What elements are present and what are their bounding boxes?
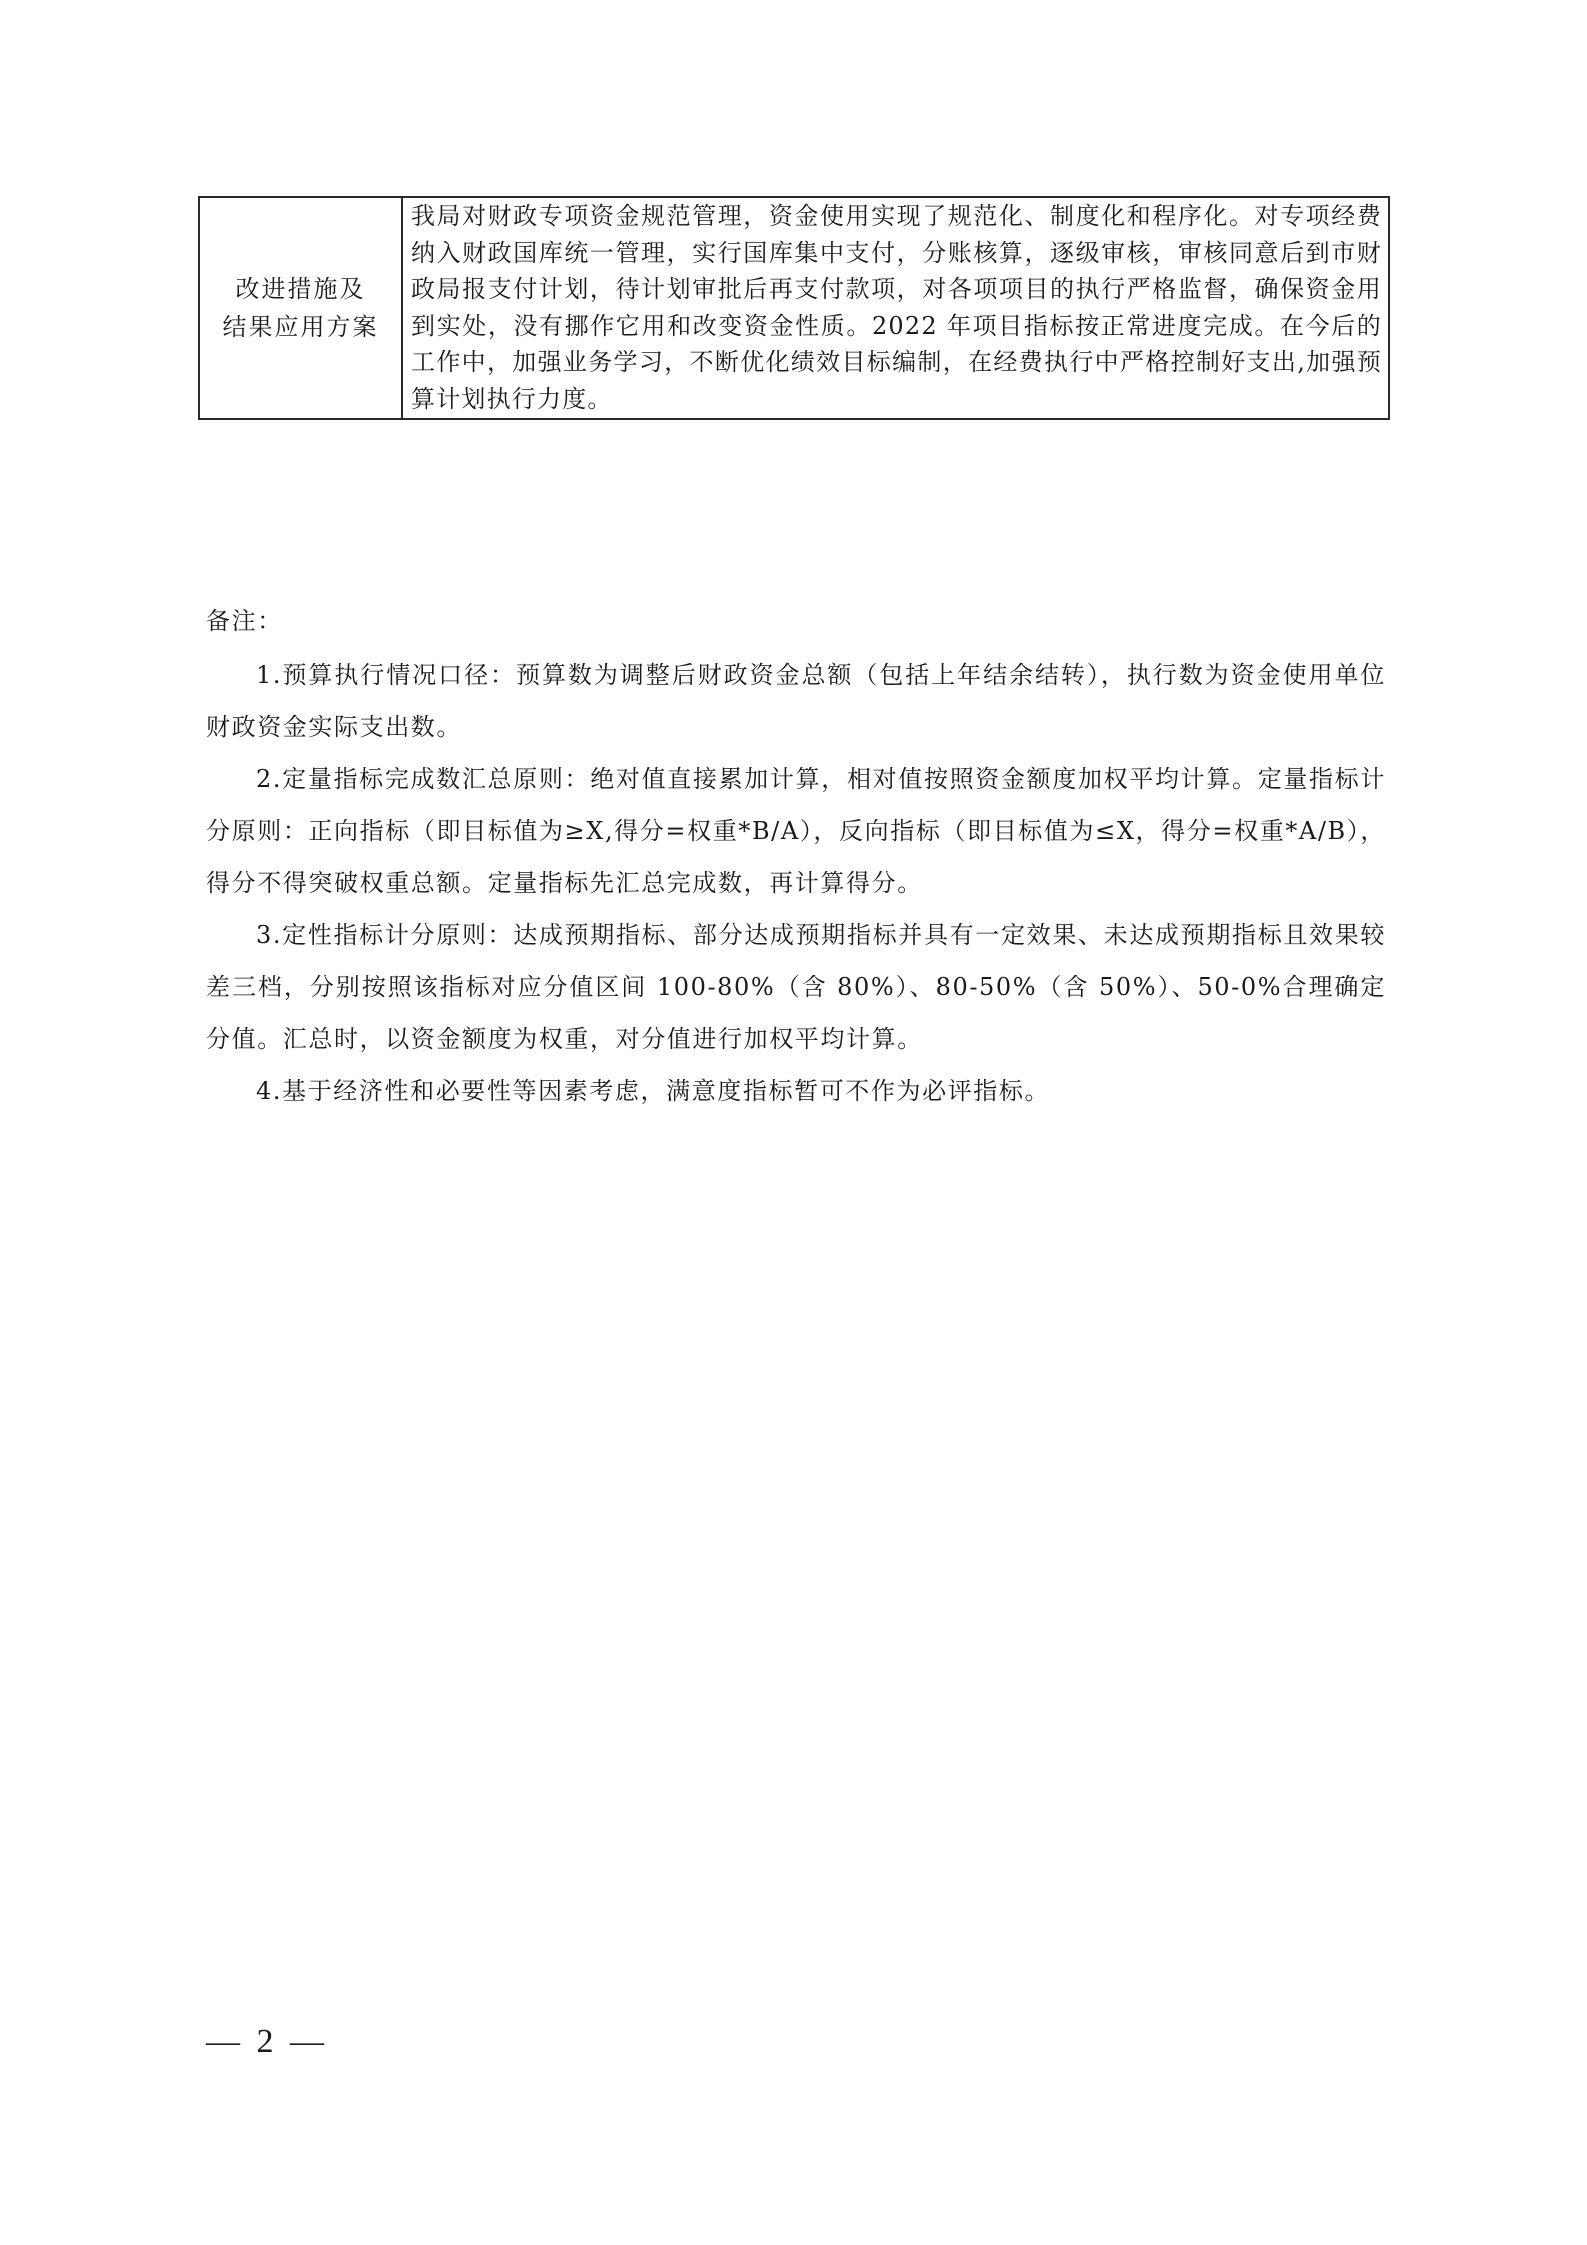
- note-item-2: 2.定量指标完成数汇总原则：绝对值直接累加计算，相对值按照资金额度加权平均计算。定量指标计分原则：正向指标（即目标值为≥X,得分=权重*B/A），反向指标（即目标值为≤X，得分=权重*A/B），得分不得突破权重总额。定量指标先汇总完成数，再计算得分。: [206, 765, 1386, 897]
- notes-section: [206, 595, 1386, 1117]
- note-item-1: 1.预算执行情况口径：预算数为调整后财政资金总额（包括上年结余结转），执行数为资金使用单位财政资金实际支出数。: [206, 661, 1386, 741]
- page-number: — 2 —: [206, 2023, 328, 2060]
- label-line-1: 改进措施及: [235, 274, 366, 303]
- table-row: [199, 197, 1389, 419]
- note-item-3: 3.定性指标计分原则：达成预期指标、部分达成预期指标并具有一定效果、未达成预期指标且效果较差三档，分别按照该指标对应分值区间 100-80%（含 80%）、80-50%（含 50%）、50-0%合理确定分值。汇总时，以资金额度为权重，对分值进行加权平均计算。: [206, 921, 1386, 1053]
- table-content-cell: 我局对财政专项资金规范管理，资金使用实现了规范化、制度化和程序化。对专项经费纳入财政国库统一管理，实行国库集中支付，分账核算，逐级审核，审核同意后到市财政局报支付计划，待计划审批后再支付款项，对各项项目的执行严格监督，确保资金用到实处，没有挪作它用和改变资金性质。2022 年项目指标按正常进度完成。在今后的工作中，加强业务学习，不断优化绩效目标编制，在经费执行中严格控制好支出,加强预算计划执行力度。: [402, 197, 1389, 419]
- label-line-2: 结果应用方案: [222, 312, 379, 341]
- measures-table: [198, 196, 1390, 420]
- note-item-4: 4.基于经济性和必要性等因素考虑，满意度指标暂可不作为必评指标。: [256, 1077, 1051, 1105]
- notes-title: 备注：: [206, 607, 283, 635]
- table-label-cell: [199, 197, 402, 419]
